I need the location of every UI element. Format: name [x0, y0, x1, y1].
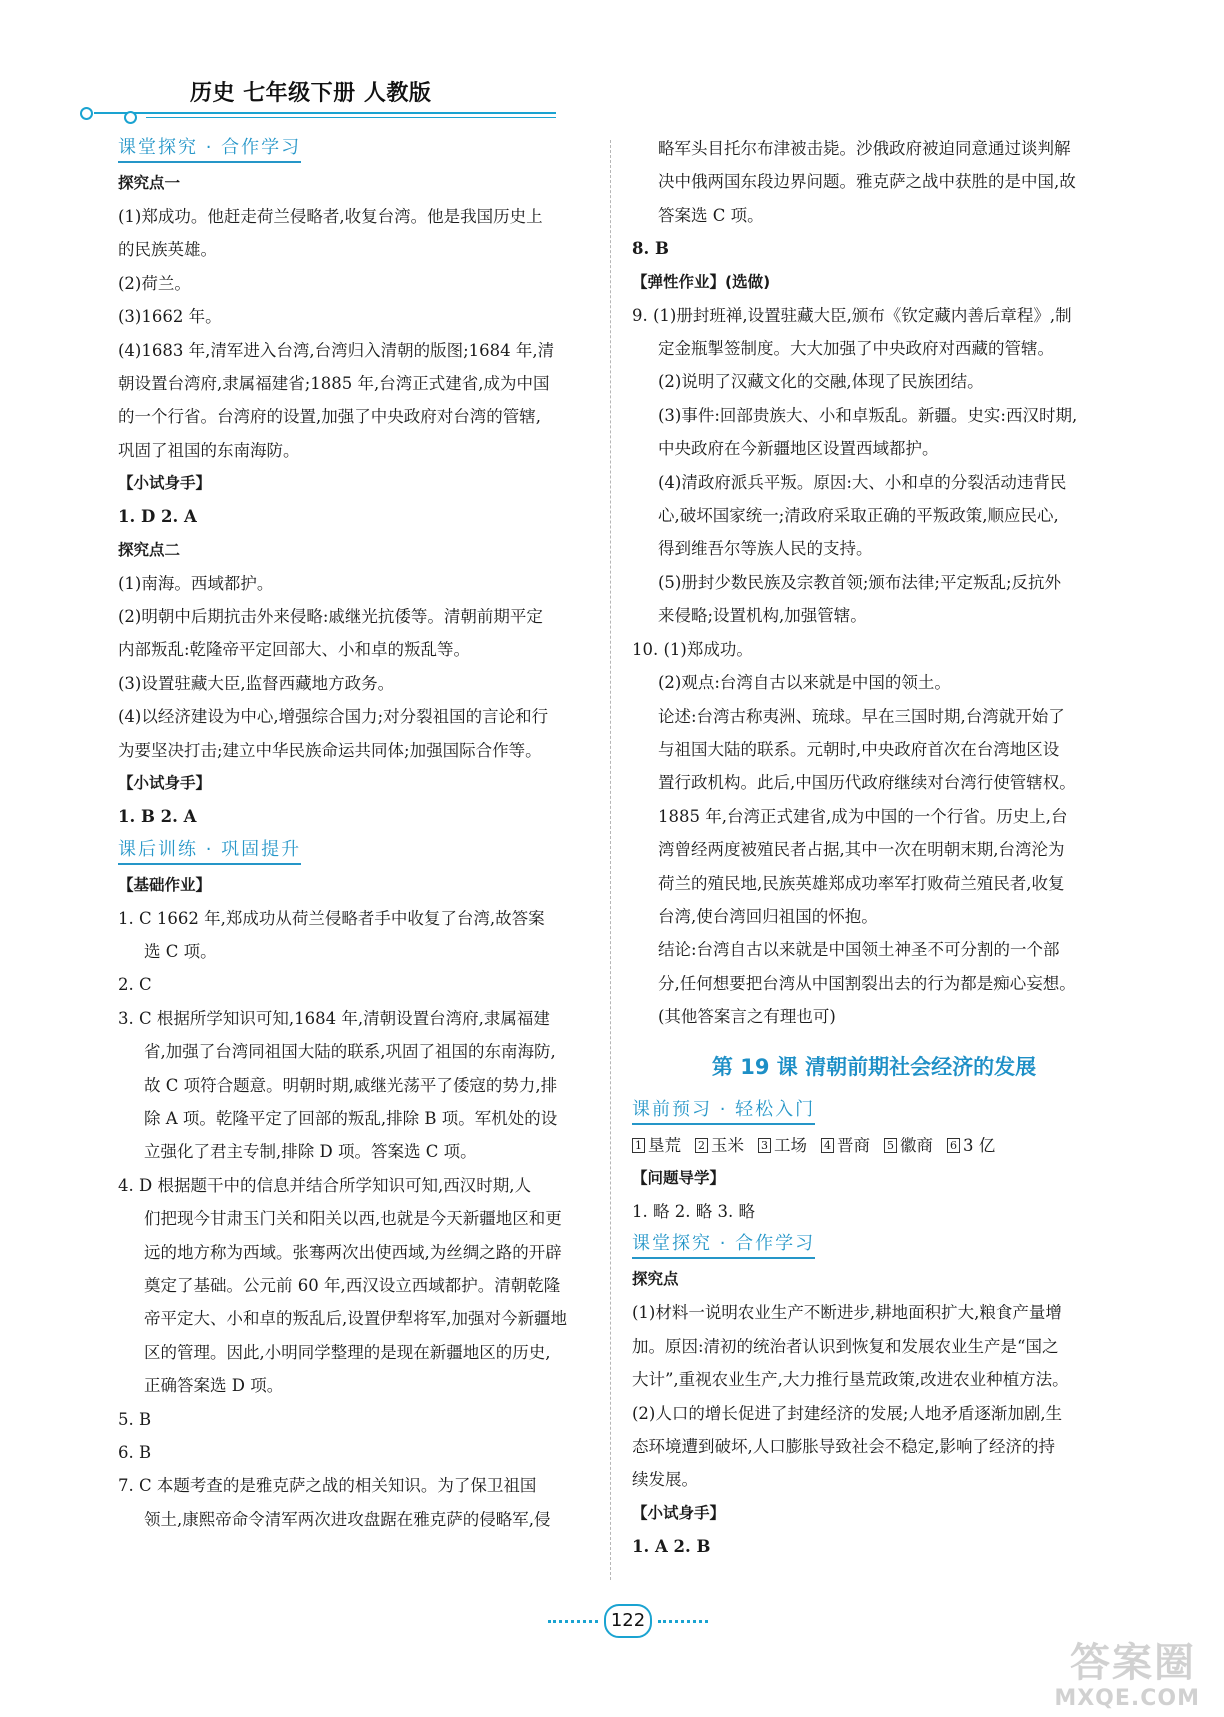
- text-line: 论述:台湾古称夷洲、琉球。早在三国时期,台湾就开始了: [658, 706, 1065, 726]
- item-text: 垦荒: [648, 1135, 681, 1155]
- preview-item: [632, 1136, 681, 1155]
- page-header: [86, 76, 556, 124]
- text-line: 们把现今甘肃玉门关和阳关以西,也就是今天新疆地区和更: [144, 1209, 562, 1229]
- section-label: 探究点二: [118, 540, 181, 559]
- text-line: 加。原因:清初的统治者认识到恢复和发展农业生产是“国之: [632, 1336, 1059, 1356]
- text-line: 得到维吾尔等族人民的支持。: [658, 539, 873, 559]
- question-10-answer: [632, 633, 1116, 1034]
- item-text: 工场: [774, 1135, 807, 1155]
- text-line: 远的地方称为西域。张骞两次出使西域,为丝绸之路的开辟: [144, 1242, 562, 1262]
- footer-dots: [548, 1620, 598, 1623]
- preview-answers: [632, 1129, 1116, 1162]
- item-text: 玉米: [711, 1135, 744, 1155]
- text-line: 的民族英雄。: [118, 240, 217, 260]
- text-line: 大计”,重视农业生产,大力推行垦荒政策,改进农业种植方法。: [632, 1370, 1069, 1390]
- text-line: (2)观点:台湾自古以来就是中国的领土。: [658, 673, 951, 693]
- section-label: 【小试身手】: [632, 1503, 726, 1522]
- header-title: 历史 七年级下册 人教版: [190, 81, 432, 106]
- answer-block-tp1: [118, 200, 598, 467]
- preview-item: [758, 1136, 807, 1155]
- section-label: 探究点一: [118, 174, 181, 192]
- preview-item: [821, 1136, 870, 1155]
- section-banner: 课后训练 · 巩固提升: [118, 837, 301, 865]
- preview-item: [947, 1136, 995, 1155]
- preview-item: [695, 1136, 744, 1155]
- text-line: 立强化了君主专制,排除 D 项。答案选 C 项。: [144, 1142, 477, 1162]
- text-line: (4)1683 年,清军进入台湾,台湾归入清朝的版图;1684 年,清: [118, 340, 555, 360]
- page-footer: [548, 1600, 708, 1640]
- text-line: 台湾,使台湾回归祖国的怀抱。: [658, 906, 878, 926]
- text-line: 来侵略;设置机构,加强管辖。: [658, 606, 867, 626]
- text-line: 区的管理。因此,小明同学整理的是现在新疆地区的历史,: [144, 1342, 551, 1362]
- basic-homework-list: [118, 902, 598, 1537]
- text-line: 9. (1)册封班禅,设置驻藏大臣,颁布《钦定藏内善后章程》,制: [632, 305, 1072, 325]
- section-label: 探究点: [632, 1270, 679, 1289]
- text-line: 答案选 C 项。: [658, 205, 764, 225]
- item-number-box: 2: [695, 1138, 708, 1153]
- watermark: [1000, 1631, 1210, 1711]
- answer-line: 1. A 2. B: [632, 1536, 711, 1556]
- item-number-box: 1: [632, 1138, 645, 1153]
- text-line: (2)荷兰。: [118, 273, 191, 293]
- text-line: 心,破坏国家统一;清政府采取正确的平叛政策,顺应民心,: [658, 506, 1059, 526]
- item-number-box: 3: [758, 1138, 771, 1153]
- text-line: 与祖国大陆的联系。元朝时,中央政府首次在台湾地区设: [658, 739, 1060, 759]
- text-line: 中央政府在今新疆地区设置西域都护。: [658, 439, 939, 459]
- text-line: 1. C 1662 年,郑成功从荷兰侵略者手中收复了台湾,故答案: [118, 908, 545, 928]
- section-banner: 课堂探究 · 合作学习: [632, 1231, 815, 1259]
- text-line: (5)册封少数民族及宗教首领;颁布法律;平定叛乱;反抗外: [658, 572, 1062, 592]
- text-line: (其他答案言之有理也可): [658, 1007, 836, 1027]
- text-line: 4. D 根据题干中的信息并结合所学知识可知,西汉时期,人: [118, 1175, 531, 1195]
- section-label: 【基础作业】: [118, 875, 212, 894]
- text-line: (1)郑成功。他赶走荷兰侵略者,收复台湾。他是我国历史上: [118, 207, 543, 226]
- answer-line: 1. 略 2. 略 3. 略: [632, 1201, 755, 1221]
- header-circle-icon: [124, 111, 137, 124]
- answer-continuation: [632, 132, 1116, 232]
- section-banner: 课前预习 · 轻松入门: [632, 1097, 815, 1125]
- item-text: 晋商: [837, 1135, 870, 1155]
- text-line: 除 A 项。乾隆平定了回部的叛乱,排除 B 项。军机处的设: [144, 1108, 558, 1128]
- text-line: (3)1662 年。: [118, 307, 222, 327]
- answer-block-tp: [632, 1296, 1116, 1496]
- text-line: (1)南海。西域都护。: [118, 573, 274, 593]
- text-line: 定金瓶掣签制度。大大加强了中央政府对西藏的管辖。: [658, 339, 1054, 359]
- text-line: (4)清政府派兵平叛。原因:大、小和卓的分裂活动违背民: [658, 472, 1067, 492]
- text-line: 荷兰的殖民地,民族英雄郑成功率军打败荷兰殖民者,收复: [658, 873, 1065, 893]
- preview-item: [884, 1136, 933, 1155]
- text-line: (2)人口的增长促进了封建经济的发展;人地矛盾逐渐加剧,生: [632, 1403, 1063, 1423]
- item-number-box: 6: [947, 1138, 960, 1153]
- text-line: 略军头目托尔布津被击毙。沙俄政府被迫同意通过谈判解: [658, 139, 1071, 158]
- text-line: 巩固了祖国的东南海防。: [118, 440, 300, 460]
- watermark-logo: 答案圈: [1070, 1640, 1196, 1686]
- text-line: 内部叛乱:乾隆帝平定回部大、小和卓的叛乱等。: [118, 640, 471, 660]
- item-text: 3 亿: [963, 1135, 996, 1155]
- text-line: 3. C 根据所学知识可知,1684 年,清朝设置台湾府,隶属福建: [118, 1008, 550, 1028]
- question-9-answer: [632, 299, 1116, 633]
- text-line: 为要坚决打击;建立中华民族命运共同体;加强国际合作等。: [118, 740, 542, 760]
- footer-dots: [658, 1620, 708, 1623]
- text-line: (1)材料一说明农业生产不断进步,耕地面积扩大,粮食产量增: [632, 1303, 1062, 1323]
- answer-line: 1. D 2. A: [118, 507, 197, 527]
- text-line: 奠定了基础。公元前 60 年,西汉设立西域都护。清朝乾隆: [144, 1275, 561, 1295]
- header-circle-icon: [80, 107, 93, 120]
- section-label: 【小试身手】: [118, 474, 212, 493]
- text-line: (2)说明了汉藏文化的交融,体现了民族团结。: [658, 372, 984, 392]
- item-number-box: 4: [821, 1138, 834, 1153]
- text-line: (3)事件:回部贵族大、小和卓叛乱。新疆。史实:西汉时期,: [658, 405, 1078, 425]
- text-line: 的一个行省。台湾府的设置,加强了中央政府对台湾的管辖,: [118, 407, 541, 427]
- answer-line: 8. B: [632, 239, 669, 259]
- watermark-url: MXQE.COM: [1054, 1686, 1200, 1711]
- text-line: 6. B: [118, 1443, 152, 1462]
- text-line: 正确答案选 D 项。: [144, 1376, 284, 1396]
- text-line: 故 C 项符合题意。明朝时期,戚继光荡平了倭寇的势力,排: [144, 1075, 558, 1095]
- text-line: 5. B: [118, 1409, 152, 1429]
- section-label: 【弹性作业】(选做): [632, 272, 771, 291]
- text-line: 态环境遭到破坏,人口膨胀导致社会不稳定,影响了经济的持: [632, 1437, 1055, 1456]
- text-line: (2)明朝中后期抗击外来侵略:戚继光抗倭等。清朝前期平定: [118, 607, 543, 627]
- text-line: 决中俄两国东段边界问题。雅克萨之战中获胜的是中国,故: [658, 172, 1076, 192]
- header-rule-thin: [146, 117, 556, 118]
- text-line: 朝设置台湾府,隶属福建省;1885 年,台湾正式建省,成为中国: [118, 374, 550, 394]
- answer-line: 1. B 2. A: [118, 807, 197, 827]
- text-line: 1885 年,台湾正式建省,成为中国的一个行省。历史上,台: [658, 806, 1068, 826]
- section-banner: 课堂探究 · 合作学习: [118, 135, 301, 163]
- column-divider: [610, 140, 611, 1580]
- page-number: 122: [604, 1604, 652, 1638]
- lesson-title: 第 19 课 清朝前期社会经济的发展: [711, 1054, 1037, 1079]
- text-line: (3)设置驻藏大臣,监督西藏地方政务。: [118, 673, 395, 693]
- text-line: 结论:台湾自古以来就是中国领土神圣不可分割的一个部: [658, 940, 1060, 960]
- item-text: 徽商: [900, 1135, 933, 1155]
- section-label: 【小试身手】: [118, 774, 212, 793]
- text-line: 领土,康熙帝命令清军两次进攻盘踞在雅克萨的侵略军,侵: [144, 1509, 551, 1529]
- text-line: 省,加强了台湾同祖国大陆的联系,巩固了祖国的东南海防,: [144, 1042, 556, 1062]
- header-rule: [94, 112, 556, 114]
- section-label: 【问题导学】: [632, 1168, 726, 1187]
- answer-block-tp2: [118, 567, 598, 767]
- item-number-box: 5: [884, 1138, 897, 1153]
- text-line: 选 C 项。: [144, 941, 217, 961]
- text-line: 10. (1)郑成功。: [632, 639, 753, 659]
- text-line: 置行政机构。此后,中国历代政府继续对台湾行使管辖权。: [658, 773, 1076, 793]
- text-line: 续发展。: [632, 1470, 698, 1490]
- text-line: 湾曾经两度被殖民者占据,其中一次在明朝末期,台湾沦为: [658, 840, 1065, 860]
- text-line: 帝平定大、小和卓的叛乱后,设置伊犁将军,加强对今新疆地: [144, 1309, 567, 1329]
- text-line: 7. C 本题考查的是雅克萨之战的相关知识。为了保卫祖国: [118, 1476, 537, 1496]
- text-line: 2. C: [118, 975, 152, 995]
- text-line: 分,任何想要把台湾从中国割裂出去的行为都是痴心妄想。: [658, 973, 1076, 993]
- right-column: [632, 132, 1116, 1563]
- left-column: [118, 132, 598, 1536]
- text-line: (4)以经济建设为中心,增强综合国力;对分裂祖国的言论和行: [118, 707, 549, 727]
